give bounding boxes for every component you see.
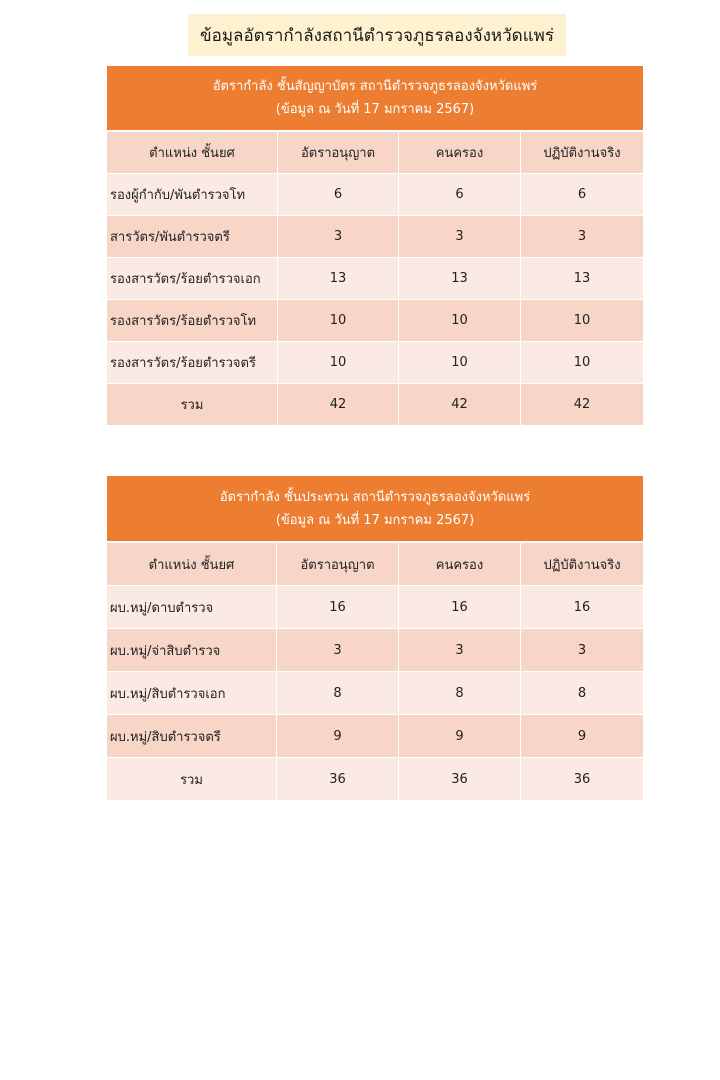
- table-row: [107, 174, 643, 216]
- header-rank: ตำแหน่ง ชั้นยศ: [107, 132, 278, 174]
- non-commissioned-officers-table: [107, 476, 643, 801]
- rank-cell: รองสารวัตร/ร้อยตำรวจโท: [107, 300, 278, 342]
- authorized-cell: 6: [278, 174, 399, 216]
- working-cell: 3: [521, 629, 643, 672]
- occupied-cell: 3: [399, 629, 521, 672]
- occupied-cell: 10: [399, 342, 521, 384]
- table-row: [107, 715, 643, 758]
- working-cell: 9: [521, 715, 643, 758]
- table-row: [107, 629, 643, 672]
- working-cell: 10: [521, 342, 643, 384]
- occupied-total: 42: [399, 384, 521, 426]
- working-cell: 16: [521, 586, 643, 629]
- header-authorized: อัตราอนุญาต: [277, 543, 399, 586]
- authorized-cell: 3: [278, 216, 399, 258]
- header-occupied: คนครอง: [399, 132, 521, 174]
- table-row: [107, 342, 643, 384]
- occupied-cell: 9: [399, 715, 521, 758]
- header-occupied: คนครอง: [399, 543, 521, 586]
- occupied-cell: 16: [399, 586, 521, 629]
- authorized-total: 42: [278, 384, 399, 426]
- occupied-cell: 8: [399, 672, 521, 715]
- working-cell: 13: [521, 258, 643, 300]
- occupied-cell: 13: [399, 258, 521, 300]
- authorized-cell: 13: [278, 258, 399, 300]
- authorized-cell: 9: [277, 715, 399, 758]
- authorized-cell: 10: [278, 342, 399, 384]
- table-row: [107, 586, 643, 629]
- header-working: ปฏิบัติงานจริง: [521, 543, 643, 586]
- authorized-cell: 3: [277, 629, 399, 672]
- rank-cell: ผบ.หมู่/จ่าสิบตำรวจ: [107, 629, 277, 672]
- total-label: รวม: [107, 758, 277, 801]
- rank-cell: สารวัตร/พันตำรวจตรี: [107, 216, 278, 258]
- table-title: อัตรากำลัง ชั้นประทวน สถานีตำรวจภูธรลองจังหวัดแพร่: [219, 489, 531, 505]
- header-working: ปฏิบัติงานจริง: [521, 132, 643, 174]
- total-row: [107, 384, 643, 426]
- occupied-cell: 3: [399, 216, 521, 258]
- working-total: 36: [521, 758, 643, 801]
- working-cell: 6: [521, 174, 643, 216]
- authorized-cell: 16: [277, 586, 399, 629]
- authorized-cell: 10: [278, 300, 399, 342]
- rank-cell: รองสารวัตร/ร้อยตำรวจตรี: [107, 342, 278, 384]
- rank-cell: ผบ.หมู่/ดาบตำรวจ: [107, 586, 277, 629]
- table-banner: [107, 66, 643, 132]
- column-header-row: [107, 543, 643, 586]
- commissioned-officers-table: [107, 66, 643, 426]
- occupied-total: 36: [399, 758, 521, 801]
- table-row: [107, 672, 643, 715]
- header-authorized: อัตราอนุญาต: [278, 132, 399, 174]
- table-date-note: (ข้อมูล ณ วันที่ 17 มกราคม 2567): [275, 512, 475, 528]
- total-row: [107, 758, 643, 801]
- table-date-note: (ข้อมูล ณ วันที่ 17 มกราคม 2567): [275, 102, 475, 117]
- table-title: อัตรากำลัง ชั้นสัญญาบัตร สถานีตำรวจภูธรลองจังหวัดแพร่: [212, 79, 538, 94]
- header-rank: ตำแหน่ง ชั้นยศ: [107, 543, 277, 586]
- table-banner: [107, 476, 643, 543]
- table-row: [107, 300, 643, 342]
- rank-cell: รองผู้กำกับ/พันตำรวจโท: [107, 174, 278, 216]
- rank-cell: รองสารวัตร/ร้อยตำรวจเอก: [107, 258, 278, 300]
- page-title: ข้อมูลอัตรากำลังสถานีตำรวจภูธรลองจังหวัดแพร่: [188, 14, 566, 56]
- working-total: 42: [521, 384, 643, 426]
- occupied-cell: 6: [399, 174, 521, 216]
- authorized-cell: 8: [277, 672, 399, 715]
- rank-cell: ผบ.หมู่/สิบตำรวจเอก: [107, 672, 277, 715]
- table-row: [107, 216, 643, 258]
- table-row: [107, 258, 643, 300]
- occupied-cell: 10: [399, 300, 521, 342]
- total-label: รวม: [107, 384, 278, 426]
- rank-cell: ผบ.หมู่/สิบตำรวจตรี: [107, 715, 277, 758]
- authorized-total: 36: [277, 758, 399, 801]
- working-cell: 8: [521, 672, 643, 715]
- column-header-row: [107, 132, 643, 174]
- working-cell: 3: [521, 216, 643, 258]
- working-cell: 10: [521, 300, 643, 342]
